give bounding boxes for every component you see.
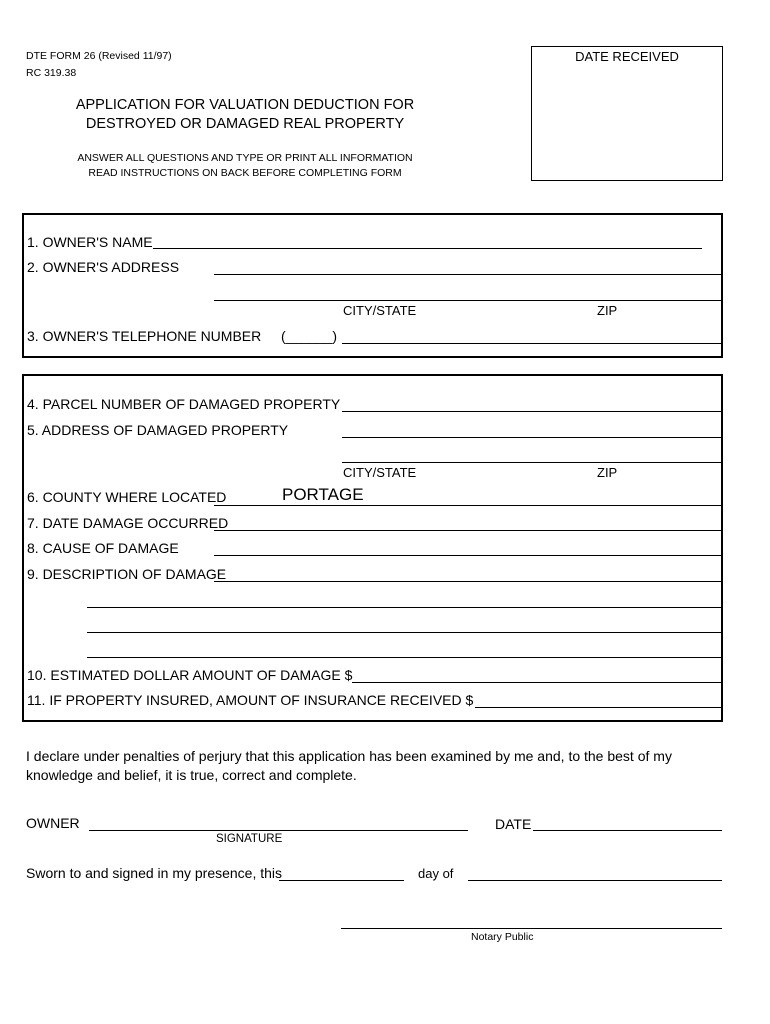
owner-name-field[interactable]: [153, 248, 702, 249]
notary-signature-field[interactable]: [341, 928, 722, 929]
owner-phone-area-code[interactable]: (______): [281, 328, 338, 344]
damage-description-field-4[interactable]: [87, 657, 722, 658]
sworn-label: Sworn to and signed in my presence, this: [26, 865, 283, 881]
damage-date-field[interactable]: [214, 530, 722, 531]
title-line-2: DESTROYED OR DAMAGED REAL PROPERTY: [85, 116, 405, 132]
declaration-line-1: I declare under penalties of perjury that this application has been examined by me and, to the best of my: [26, 748, 672, 764]
owner-city-state-label: CITY/STATE: [343, 303, 417, 318]
page-title: [40, 96, 450, 134]
date-received-label: DATE RECEIVED: [575, 49, 679, 64]
signature-label: SIGNATURE: [216, 833, 283, 845]
instructions: [40, 151, 450, 181]
date-label: DATE: [495, 816, 532, 832]
form-id: DTE FORM 26 (Revised 11/97): [26, 50, 172, 62]
owner-phone-label: 3. OWNER'S TELEPHONE NUMBER: [27, 328, 262, 344]
owner-address-label: 2. OWNER'S ADDRESS: [27, 259, 180, 275]
damage-description-field-1[interactable]: [214, 581, 722, 582]
instruction-line-2: READ INSTRUCTIONS ON BACK BEFORE COMPLETING FORM: [88, 167, 402, 179]
damage-description-field-3[interactable]: [87, 632, 722, 633]
declaration: [26, 747, 672, 785]
damaged-address-field-1[interactable]: [342, 437, 722, 438]
owner-address-field-1[interactable]: [214, 274, 722, 275]
damage-date-label: 7. DATE DAMAGE OCCURRED: [27, 515, 229, 531]
owner-phone-field[interactable]: [342, 343, 722, 344]
damage-amount-field[interactable]: [352, 682, 722, 683]
damage-description-label: 9. DESCRIPTION OF DAMAGE: [27, 566, 227, 582]
sworn-day-field[interactable]: [279, 880, 404, 881]
damaged-zip-label: ZIP: [597, 465, 618, 480]
damaged-address-field-2[interactable]: [342, 462, 722, 463]
sworn-month-field[interactable]: [468, 880, 722, 881]
insurance-amount-label: 11. IF PROPERTY INSURED, AMOUNT OF INSURANCE RECEIVED $: [27, 692, 474, 708]
county-value[interactable]: PORTAGE: [282, 485, 364, 504]
parcel-number-label: 4. PARCEL NUMBER OF DAMAGED PROPERTY: [27, 396, 341, 412]
insurance-amount-field[interactable]: [475, 707, 722, 708]
damage-amount-label: 10. ESTIMATED DOLLAR AMOUNT OF DAMAGE $: [27, 667, 353, 683]
rc-code: RC 319.38: [26, 67, 77, 79]
title-line-1: APPLICATION FOR VALUATION DEDUCTION FOR: [75, 97, 415, 113]
damaged-city-state-label: CITY/STATE: [343, 465, 417, 480]
county-label: 6. COUNTY WHERE LOCATED: [27, 489, 227, 505]
date-field[interactable]: [533, 830, 722, 831]
damaged-address-label: 5. ADDRESS OF DAMAGED PROPERTY: [27, 422, 289, 438]
county-field[interactable]: [214, 505, 722, 506]
owner-address-field-2[interactable]: [214, 300, 722, 301]
damage-cause-label: 8. CAUSE OF DAMAGE: [27, 540, 179, 556]
damage-description-field-2[interactable]: [87, 607, 722, 608]
damage-cause-field[interactable]: [214, 555, 722, 556]
date-received-box[interactable]: [531, 46, 723, 181]
parcel-number-field[interactable]: [342, 411, 722, 412]
instruction-line-1: ANSWER ALL QUESTIONS AND TYPE OR PRINT ALL INFORMATION: [77, 152, 413, 164]
owner-label: OWNER: [26, 815, 80, 831]
day-of-label: day of: [418, 866, 454, 881]
owner-zip-label: ZIP: [597, 303, 618, 318]
owner-name-label: 1. OWNER'S NAME: [27, 234, 153, 250]
notary-label: Notary Public: [471, 931, 534, 943]
owner-signature-field[interactable]: [89, 830, 468, 831]
declaration-line-2: knowledge and belief, it is true, correct and complete.: [26, 767, 357, 783]
